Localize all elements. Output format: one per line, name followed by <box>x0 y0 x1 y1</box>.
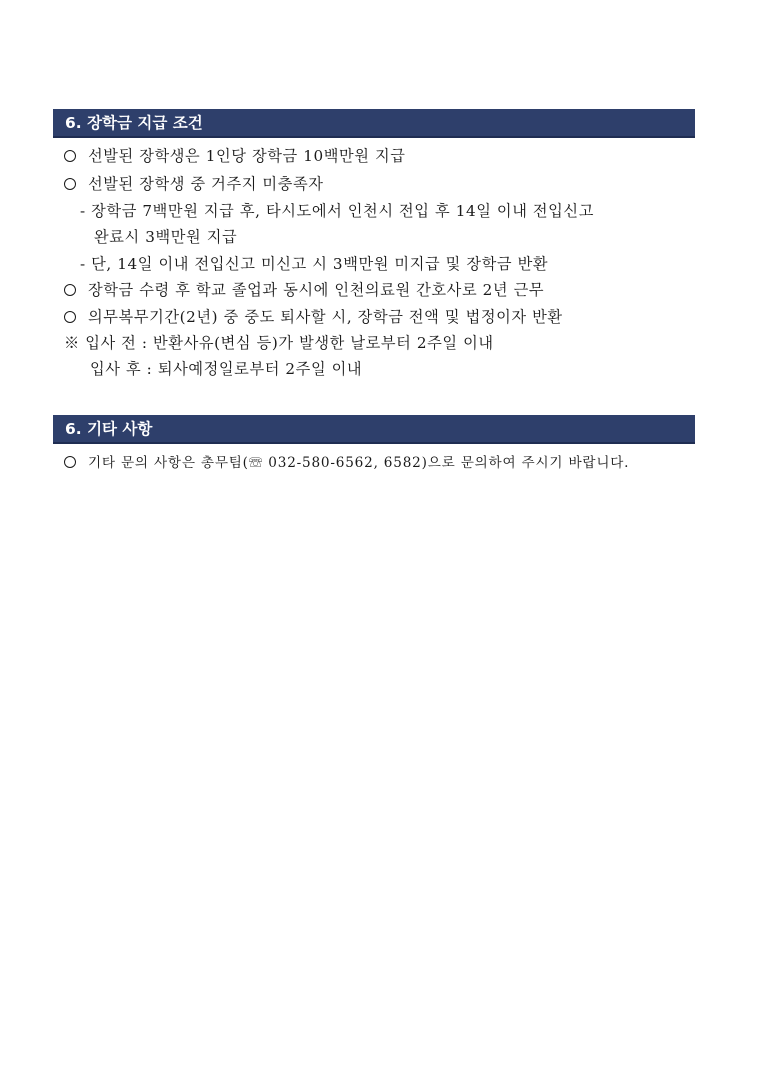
list-item-text: 의무복무기간(2년) 중 중도 퇴사할 시, 장학금 전액 및 법정이자 반환 <box>88 308 563 326</box>
note-item <box>64 333 494 353</box>
section-title: 6. 장학금 지급 조건 <box>65 114 203 132</box>
list-item-text: 선발된 장학생 중 거주지 미충족자 <box>88 175 324 193</box>
circle-bullet-icon <box>64 150 76 162</box>
list-item <box>64 146 406 166</box>
list-item <box>64 280 544 300</box>
sub-list-item <box>80 254 548 274</box>
list-item <box>64 307 563 327</box>
circle-bullet-icon <box>64 311 76 323</box>
circle-bullet-icon <box>64 284 76 296</box>
note-item-continuation <box>90 359 362 379</box>
list-item <box>64 174 324 194</box>
list-item-text: 선발된 장학생은 1인당 장학금 10백만원 지급 <box>88 147 406 165</box>
list-item-text: 기타 문의 사항은 총무팀(☏ 032-580-6562, 6582)으로 문의하여 주시기 바랍니다. <box>88 455 630 471</box>
list-item-text: - 장학금 7백만원 지급 후, 타시도에서 인천시 전입 후 14일 이내 전입신고 <box>80 202 594 220</box>
circle-bullet-icon <box>64 456 76 468</box>
sub-list-item-continuation <box>94 227 237 247</box>
circle-bullet-icon <box>64 178 76 190</box>
sub-list-item <box>80 201 594 221</box>
section-title: 6. 기타 사항 <box>65 420 153 438</box>
section-header-other-matters <box>53 415 695 444</box>
list-item-text: 완료시 3백만원 지급 <box>94 228 238 246</box>
list-item <box>64 453 629 473</box>
note-text: ※ 입사 전 : 반환사유(변심 등)가 발생한 날로부터 2주일 이내 <box>64 334 494 352</box>
list-item-text: 장학금 수령 후 학교 졸업과 동시에 인천의료원 간호사로 2년 근무 <box>88 281 545 299</box>
list-item-text: - 단, 14일 이내 전입신고 미신고 시 3백만원 미지급 및 장학금 반환 <box>80 255 549 273</box>
note-text: 입사 후 : 퇴사예정일로부터 2주일 이내 <box>90 360 363 378</box>
section-header-scholarship-conditions <box>53 109 695 138</box>
